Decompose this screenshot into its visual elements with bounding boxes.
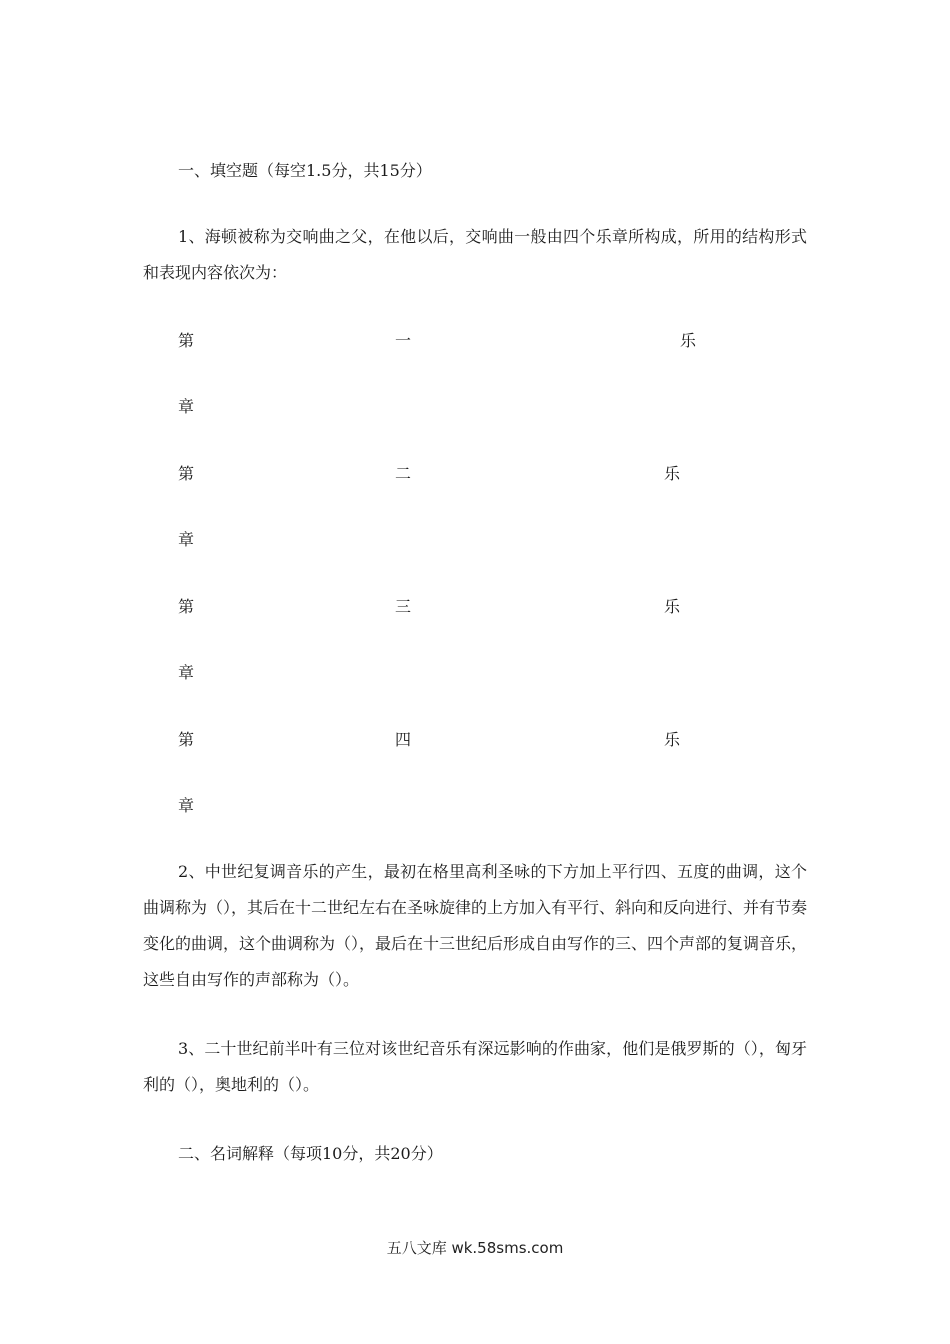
movement-3-char-2: 三: [395, 597, 412, 616]
question-1-text: 1、海顿被称为交响曲之父，在他以后，交响曲一般由四个乐章所构成，所用的结构形式和表现内容依次为：: [143, 227, 807, 282]
movement-1-char-2: 一: [395, 331, 412, 350]
movement-3-char-1: 第: [178, 597, 195, 616]
movement-1-char-1: 第: [178, 331, 195, 350]
movement-3-char-4: 章: [178, 663, 195, 682]
movement-2-char-2: 二: [395, 464, 412, 483]
question-2-text: 2、中世纪复调音乐的产生，最初在格里高利圣咏的下方加上平行四、五度的曲调，这个曲调称为（），其后在十二世纪左右在圣咏旋律的上方加入有平行、斜向和反向进行、并有节奏变化的曲调，这个曲调称为（），最后在十三世纪后形成自由写作的三、四个声部的复调音乐，这些自由写作的声部称为（）。: [143, 862, 808, 989]
section-1-heading: 一、填空题（每空1.5分，共15分）: [178, 161, 432, 180]
movement-1-char-3: 乐: [680, 331, 697, 350]
section-2-heading: 二、名词解释（每项10分，共20分）: [178, 1144, 443, 1163]
movement-4-char-4: 章: [178, 796, 195, 815]
movement-1-char-4: 章: [178, 397, 195, 416]
movement-4-char-3: 乐: [664, 730, 681, 749]
footer-watermark: 五八文库 wk.58sms.com: [386, 1239, 564, 1257]
question-3-text: 3、二十世纪前半叶有三位对该世纪音乐有深远影响的作曲家，他们是俄罗斯的（），匈牙利的（），奥地利的（）。: [143, 1039, 807, 1094]
movement-2-char-3: 乐: [664, 464, 681, 483]
movement-4-char-1: 第: [178, 730, 195, 749]
movement-3-char-3: 乐: [664, 597, 681, 616]
movement-4-char-2: 四: [395, 730, 412, 749]
movement-2-char-4: 章: [178, 530, 195, 549]
movement-2-char-1: 第: [178, 464, 195, 483]
